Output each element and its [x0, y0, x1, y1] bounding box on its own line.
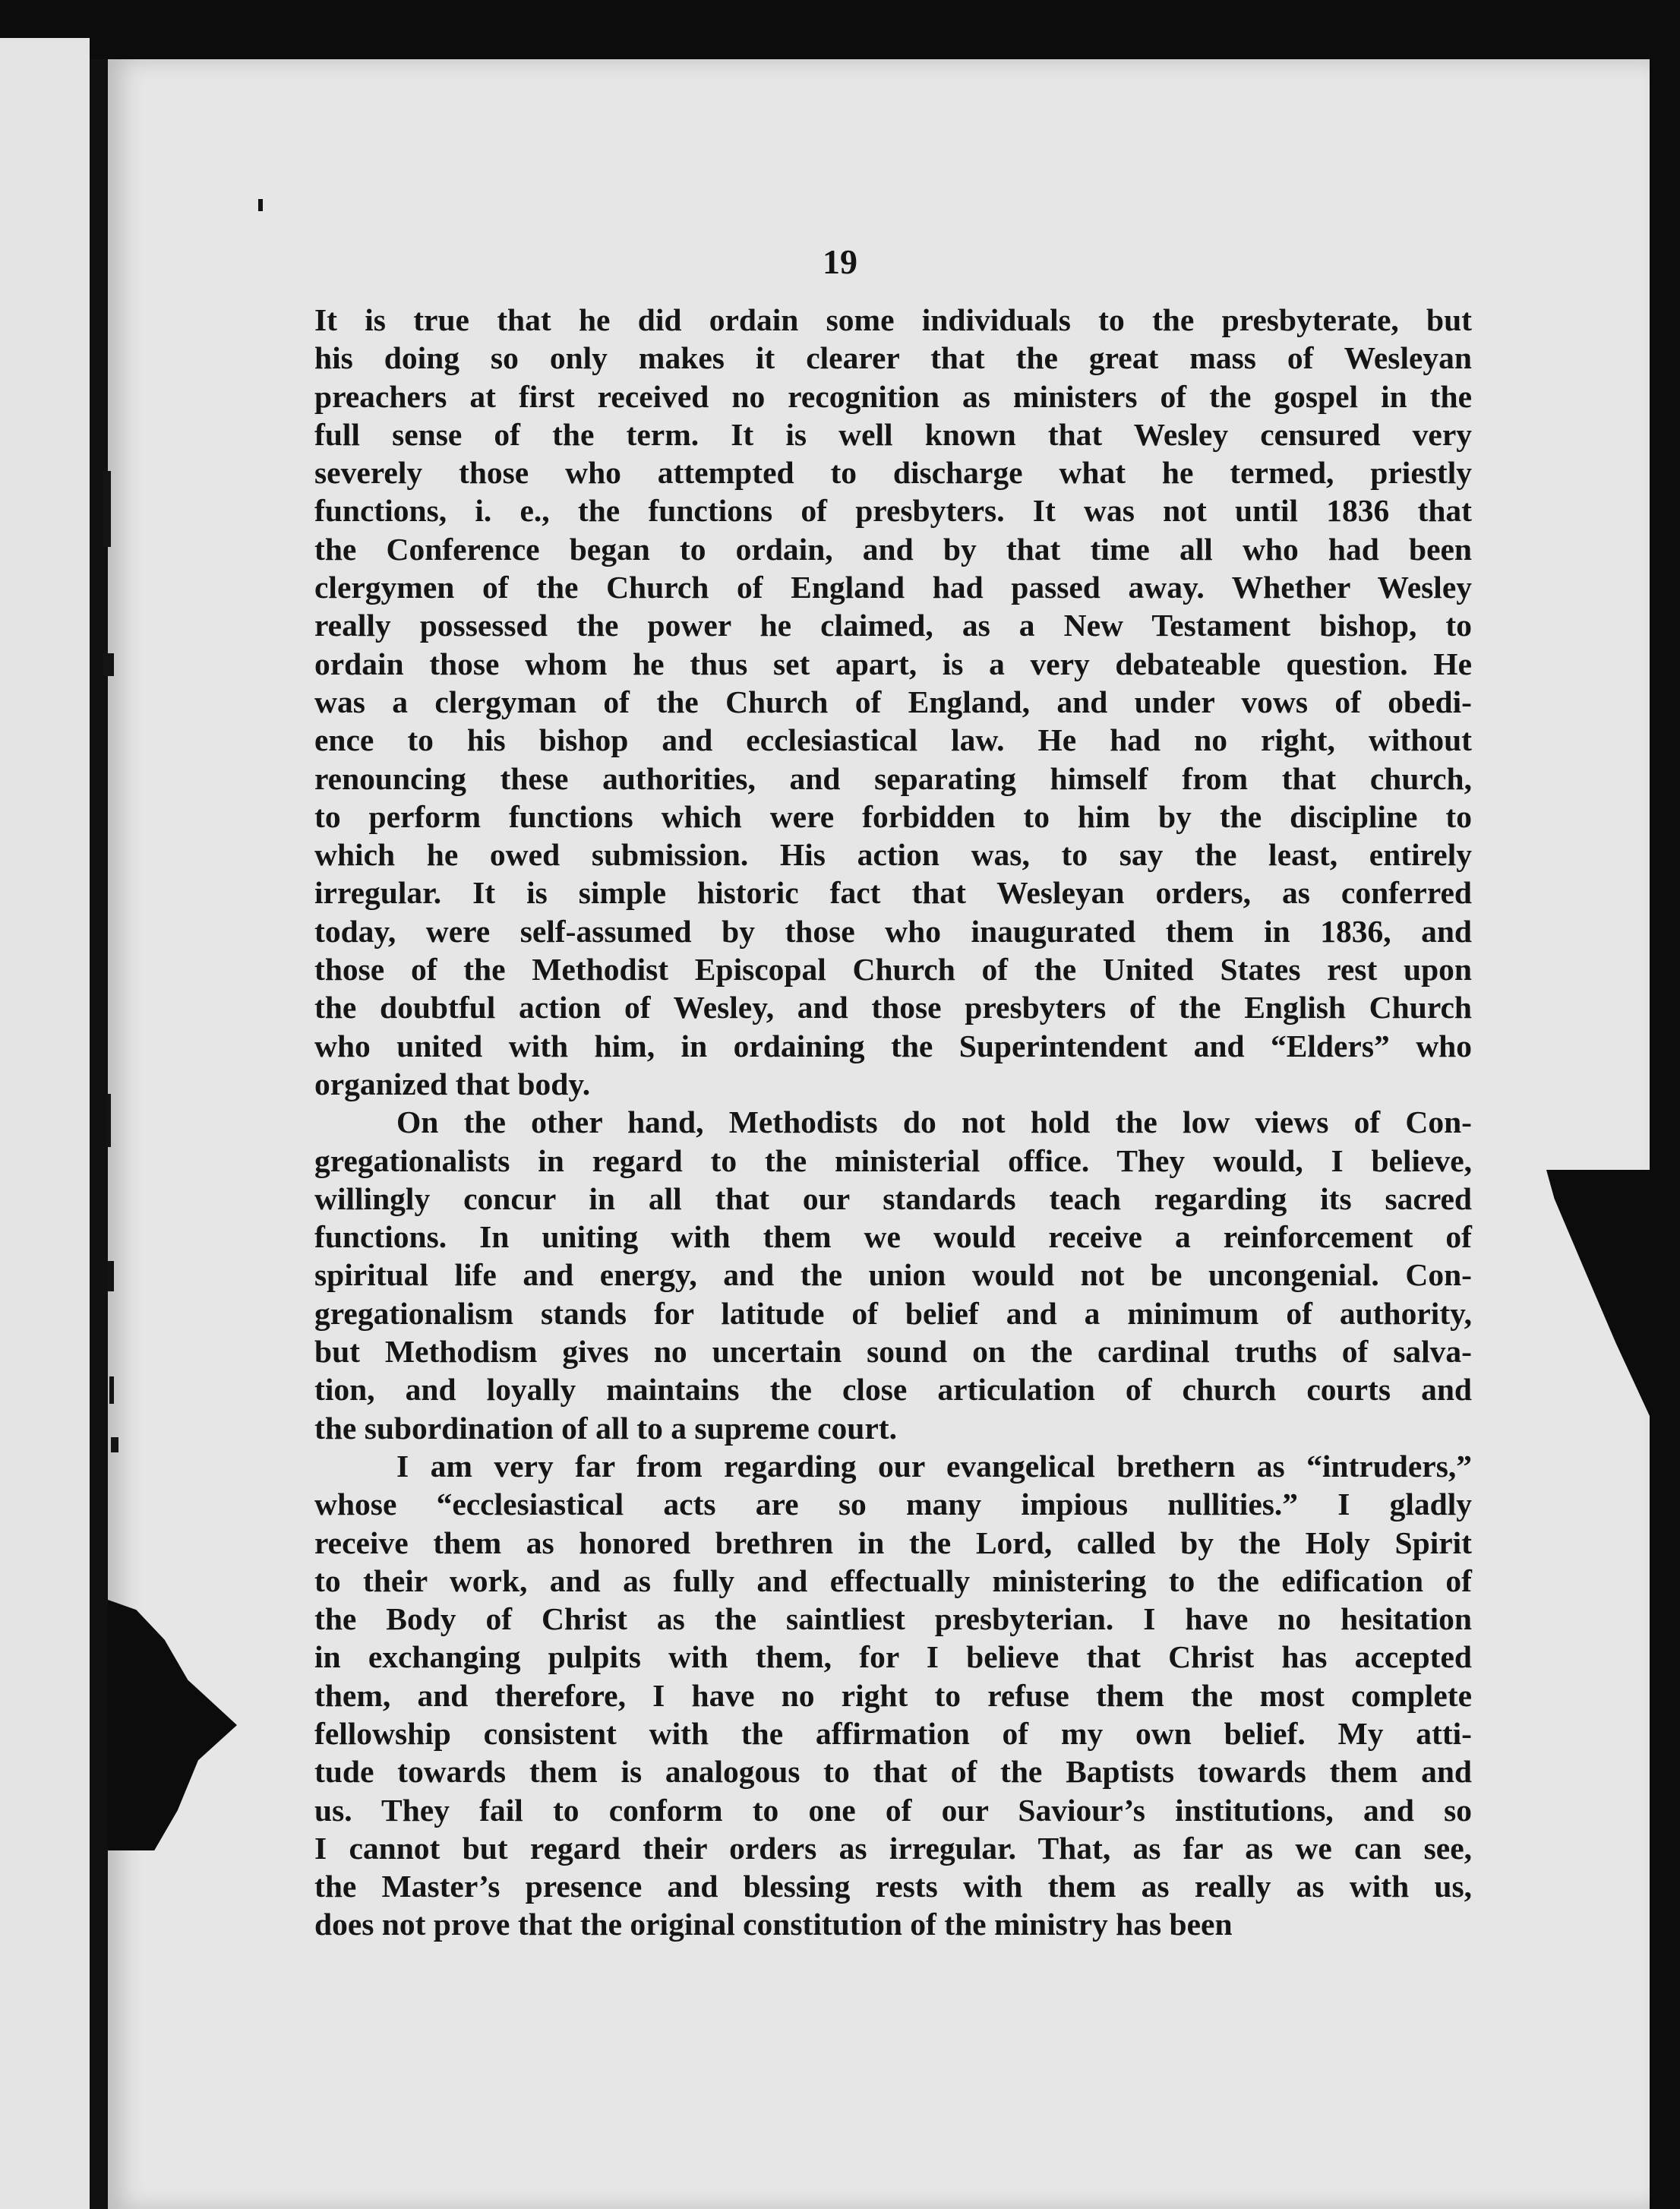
text-line: us. They fail to conform to one of our Saviour’s institutions, and so	[314, 1792, 1472, 1828]
text-line: the Body of Christ as the saintliest presbyterian. I have no hesitation	[314, 1601, 1472, 1637]
margin-mark	[103, 471, 111, 547]
margin-mark	[109, 1376, 114, 1404]
text-line: On the other hand, Methodists do not hold the low views of Con-	[396, 1104, 1472, 1140]
text-line: willingly concur in all that our standards teach regarding its sacred	[314, 1180, 1472, 1216]
text-line: tude towards them is analogous to that of the Baptists towards them and	[314, 1754, 1472, 1790]
margin-mark	[258, 199, 263, 211]
text-line: who united with him, in ordaining the Superintendent and “Elders” who	[314, 1028, 1472, 1063]
text-line: gregationalism stands for latitude of belief and a minimum of authority,	[314, 1295, 1472, 1331]
text-line: severely those who attempted to discharge what he termed, priestly	[314, 455, 1472, 491]
text-line: gregationalists in regard to the ministerial office. They would, I believe,	[314, 1142, 1472, 1178]
binding-shadow	[90, 59, 108, 2209]
body-text	[314, 301, 1472, 1944]
text-line: I cannot but regard their orders as irregular. That, as far as we can see,	[314, 1830, 1472, 1866]
text-line: was a clergyman of the Church of England, and under vows of obedi-	[314, 684, 1472, 719]
text-line: functions. In uniting with them we would receive a reinforcement of	[314, 1219, 1472, 1255]
text-line: which he owed submission. His action was, to say the least, entirely	[314, 837, 1472, 873]
paragraph	[314, 1447, 1472, 1944]
text-line: those of the Methodist Episcopal Church of the United States rest upon	[314, 952, 1472, 988]
text-line: receive them as honored brethren in the Lord, called by the Holy Spirit	[314, 1525, 1472, 1560]
text-line: them, and therefore, I have no right to refuse them the most complete	[314, 1677, 1472, 1713]
text-line: really possessed the power he claimed, as a New Testament bishop, to	[314, 608, 1472, 643]
text-line: his doing so only makes it clearer that the great mass of Wesleyan	[314, 340, 1472, 376]
text-line: preachers at first received no recognition as ministers of the gospel in the	[314, 378, 1472, 414]
text-line: in exchanging pulpits with them, for I believe that Christ has accepted	[314, 1639, 1472, 1675]
paragraph	[314, 1103, 1472, 1447]
text-line: ence to his bishop and ecclesiastical law. He had no right, without	[314, 722, 1472, 758]
text-line: the Conference began to ordain, and by that time all who had been	[314, 531, 1472, 567]
text-line: the Master’s presence and blessing rests with them as really as with us,	[314, 1869, 1472, 1904]
margin-mark	[108, 1261, 114, 1291]
text-line: today, were self-assumed by those who inaugurated them in 1836, and	[314, 913, 1472, 949]
text-line: the subordination of all to a supreme court.	[314, 1410, 898, 1446]
margin-mark	[111, 1437, 118, 1452]
text-line: I am very far from regarding our evangelical brethern as “intruders,”	[396, 1448, 1472, 1484]
text-line: to perform functions which were forbidden to him by the discipline to	[314, 798, 1472, 834]
margin-mark	[106, 1094, 111, 1147]
text-line: It is true that he did ordain some individuals to the presbyterate, but	[314, 302, 1472, 337]
text-line: to their work, and as fully and effectually ministering to the edification of	[314, 1563, 1472, 1598]
text-line: the doubtful action of Wesley, and those presbyters of the English Church	[314, 990, 1472, 1025]
page-number: 19	[823, 242, 857, 281]
text-line: functions, i. e., the functions of presbyters. It was not until 1836 that	[314, 493, 1472, 529]
text-line: spiritual life and energy, and the union would not be uncongenial. Con-	[314, 1257, 1472, 1293]
margin-mark	[103, 653, 114, 676]
text-line: does not prove that the original constitution of the ministry has been	[314, 1907, 1233, 1942]
text-line: full sense of the term. It is well known that Wesley censured very	[314, 416, 1472, 452]
adjacent-page-edge	[0, 38, 90, 2209]
text-line: organized that body.	[314, 1066, 591, 1101]
text-line: tion, and loyally maintains the close articulation of church courts and	[314, 1372, 1472, 1408]
text-line: but Methodism gives no uncertain sound on the cardinal truths of salva-	[314, 1334, 1472, 1370]
text-line: ordain those whom he thus set apart, is a very debateable question. He	[314, 646, 1472, 681]
text-line: fellowship consistent with the affirmation of my own belief. My atti-	[314, 1715, 1472, 1751]
text-line: irregular. It is simple historic fact that Wesleyan orders, as conferred	[314, 875, 1472, 911]
text-line: renouncing these authorities, and separating himself from that church,	[314, 760, 1472, 796]
paragraph	[314, 301, 1472, 1103]
text-line: clergymen of the Church of England had passed away. Whether Wesley	[314, 570, 1472, 605]
text-line: whose “ecclesiastical acts are so many impious nullities.” I gladly	[314, 1487, 1472, 1522]
